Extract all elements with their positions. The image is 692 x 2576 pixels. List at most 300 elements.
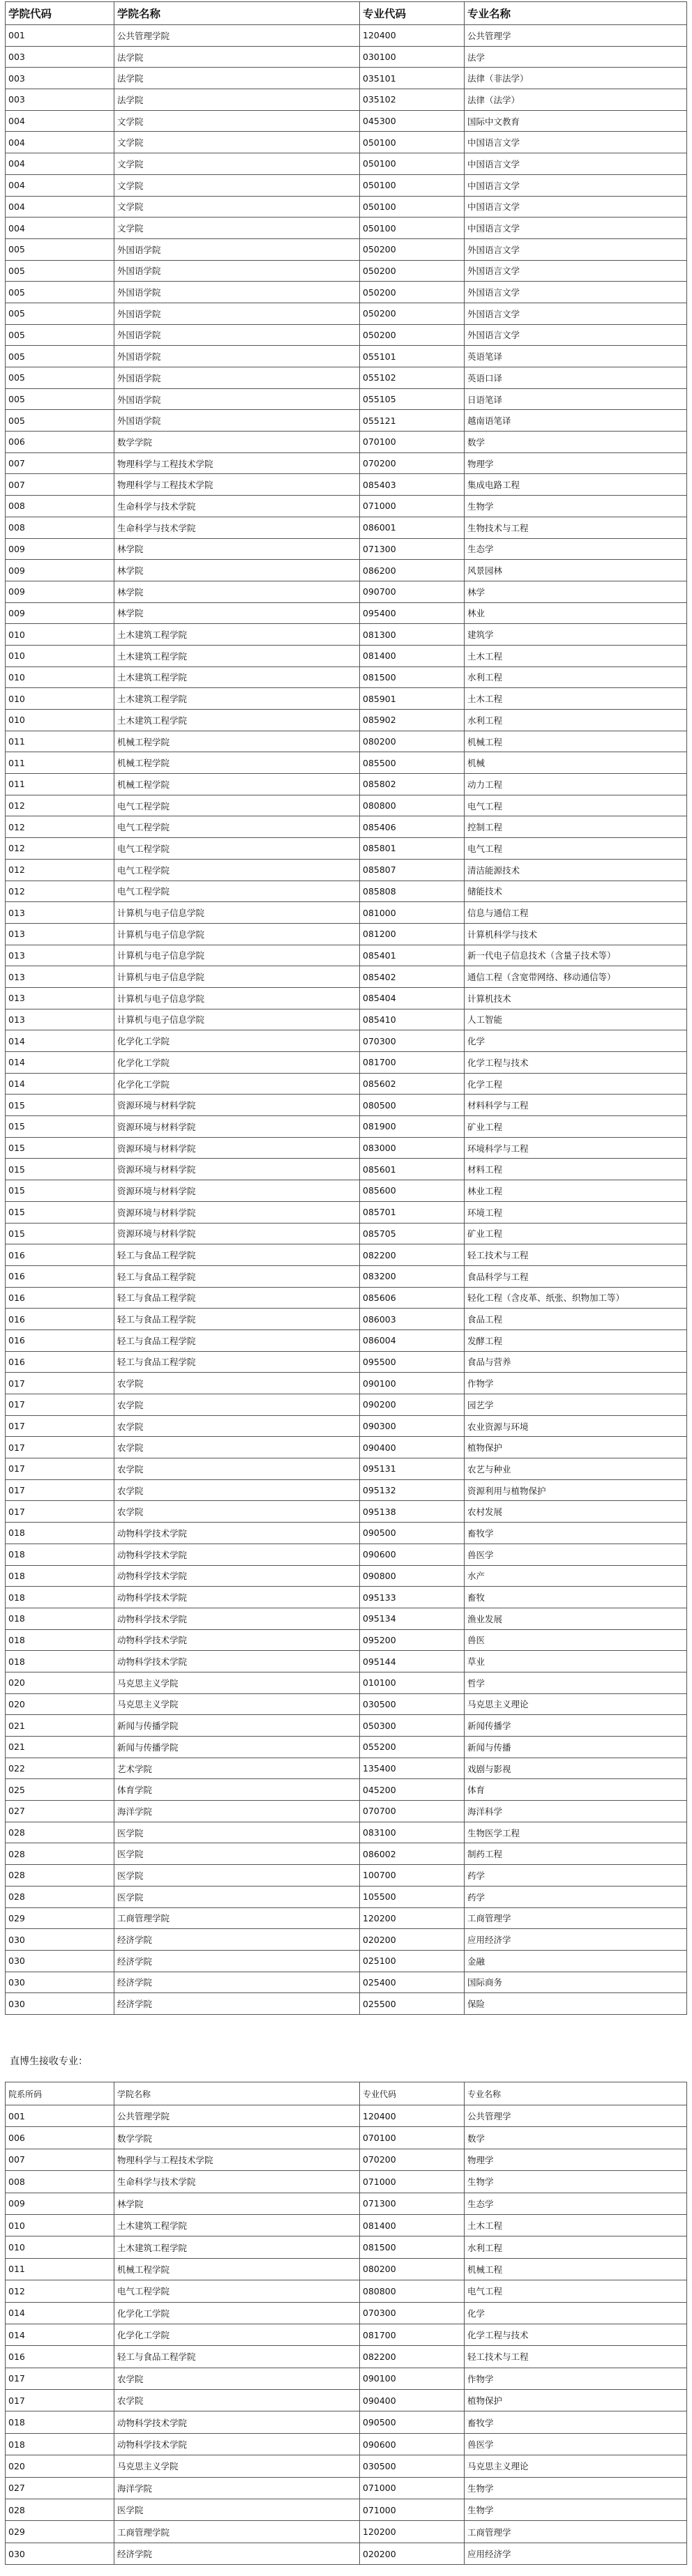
major-name-cell: 生物医学工程 bbox=[465, 1822, 687, 1843]
major-code-cell: 095138 bbox=[360, 1501, 465, 1523]
college-name-cell: 公共管理学院 bbox=[114, 2105, 360, 2127]
major-code-cell: 086001 bbox=[360, 517, 465, 538]
direct-phd-heading: 直博生接收专业： bbox=[10, 2056, 88, 2067]
college-code-cell: 029 bbox=[6, 1907, 114, 1929]
college-code-cell: 014 bbox=[6, 1073, 114, 1095]
college-name-cell: 文学院 bbox=[114, 174, 360, 196]
major-code-cell: 085402 bbox=[360, 966, 465, 988]
table-row bbox=[6, 474, 687, 496]
table-row bbox=[6, 688, 687, 710]
college-name-cell: 资源环境与材料学院 bbox=[114, 1180, 360, 1202]
college-code-cell: 009 bbox=[6, 538, 114, 560]
college-name-cell: 化学化工学院 bbox=[114, 2324, 360, 2345]
major-name-cell: 计算机技术 bbox=[465, 987, 687, 1009]
college-code-cell: 014 bbox=[6, 2324, 114, 2345]
table-row bbox=[6, 1737, 687, 1758]
table-row bbox=[6, 624, 687, 646]
college-name-cell: 电气工程学院 bbox=[114, 816, 360, 838]
table-body bbox=[6, 25, 687, 2015]
college-code-cell: 016 bbox=[6, 1351, 114, 1373]
major-name-cell: 林业工程 bbox=[465, 1180, 687, 1202]
college-name-cell: 电气工程学院 bbox=[114, 881, 360, 902]
major-name-cell: 环境工程 bbox=[465, 1201, 687, 1223]
college-name-cell: 资源环境与材料学院 bbox=[114, 1095, 360, 1116]
college-code-cell: 018 bbox=[6, 1523, 114, 1544]
major-name-cell: 通信工程（含宽带网络、移动通信等） bbox=[465, 966, 687, 988]
college-name-cell: 文学院 bbox=[114, 196, 360, 218]
college-code-cell: 010 bbox=[6, 666, 114, 688]
college-name-cell: 动物科学技术学院 bbox=[114, 1629, 360, 1651]
major-name-cell: 兽医 bbox=[465, 1629, 687, 1651]
major-name-cell: 物理学 bbox=[465, 452, 687, 474]
college-name-cell: 生命科学与技术学院 bbox=[114, 2171, 360, 2193]
table-row bbox=[6, 1523, 687, 1544]
major-name-cell: 材料工程 bbox=[465, 1159, 687, 1180]
major-name-cell: 轻工技术与工程 bbox=[465, 1244, 687, 1266]
college-name-cell: 新闻与传播学院 bbox=[114, 1715, 360, 1737]
college-name-cell: 化学化工学院 bbox=[114, 1073, 360, 1095]
major-name-cell: 建筑学 bbox=[465, 624, 687, 646]
major-name-cell: 集成电路工程 bbox=[465, 474, 687, 496]
college-name-cell: 物理科学与工程技术学院 bbox=[114, 474, 360, 496]
table-row bbox=[6, 2324, 687, 2345]
college-code-cell: 003 bbox=[6, 46, 114, 68]
college-name-cell: 轻工与食品工程学院 bbox=[114, 1287, 360, 1309]
major-code-cell: 055121 bbox=[360, 410, 465, 432]
table-row bbox=[6, 2171, 687, 2193]
college-name-cell: 动物科学技术学院 bbox=[114, 2433, 360, 2455]
table-row bbox=[6, 2390, 687, 2411]
major-code-cell: 120400 bbox=[360, 25, 465, 47]
major-name-cell: 矿业工程 bbox=[465, 1223, 687, 1244]
major-name-cell: 食品与营养 bbox=[465, 1351, 687, 1373]
college-code-cell: 017 bbox=[6, 1479, 114, 1501]
table-row bbox=[6, 1672, 687, 1693]
table-row bbox=[6, 196, 687, 218]
college-code-cell: 030 bbox=[6, 2543, 114, 2564]
major-code-cell: 050100 bbox=[360, 174, 465, 196]
college-code-cell: 011 bbox=[6, 774, 114, 795]
major-code-cell: 085601 bbox=[360, 1159, 465, 1180]
college-code-cell: 018 bbox=[6, 1651, 114, 1672]
major-name-cell: 作物学 bbox=[465, 2368, 687, 2389]
table-row bbox=[6, 452, 687, 474]
major-name-cell: 轻工技术与工程 bbox=[465, 2346, 687, 2368]
table-row bbox=[6, 282, 687, 303]
table-row bbox=[6, 110, 687, 132]
college-name-cell: 马克思主义学院 bbox=[114, 1693, 360, 1715]
table-row bbox=[6, 1458, 687, 1480]
college-name-cell: 动物科学技术学院 bbox=[114, 1651, 360, 1672]
major-name-cell: 新一代电子信息技术（含量子技术等） bbox=[465, 945, 687, 966]
table-row bbox=[6, 303, 687, 324]
table-row bbox=[6, 1394, 687, 1416]
major-code-cell: 080500 bbox=[360, 1095, 465, 1116]
college-code-cell: 012 bbox=[6, 881, 114, 902]
major-name-cell: 兽医学 bbox=[465, 1544, 687, 1565]
major-code-cell: 030100 bbox=[360, 46, 465, 68]
major-code-cell: 090400 bbox=[360, 1437, 465, 1458]
college-code-cell: 013 bbox=[6, 987, 114, 1009]
major-code-cell: 081400 bbox=[360, 645, 465, 666]
college-code-cell: 005 bbox=[6, 367, 114, 389]
college-name-cell: 法学院 bbox=[114, 89, 360, 111]
major-code-cell: 080200 bbox=[360, 731, 465, 752]
table-row bbox=[6, 881, 687, 902]
major-name-cell: 物理学 bbox=[465, 2149, 687, 2170]
college-code-cell: 012 bbox=[6, 816, 114, 838]
college-name-cell: 机械工程学院 bbox=[114, 774, 360, 795]
major-code-cell: 090800 bbox=[360, 1565, 465, 1587]
major-code-cell: 071000 bbox=[360, 2171, 465, 2193]
column-header-major-code: 专业代码 bbox=[360, 2082, 465, 2105]
table-row bbox=[6, 2346, 687, 2368]
major-name-cell: 应用经济学 bbox=[465, 1929, 687, 1951]
college-name-cell: 林学院 bbox=[114, 560, 360, 581]
college-name-cell: 海洋学院 bbox=[114, 1801, 360, 1822]
major-name-cell: 园艺学 bbox=[465, 1394, 687, 1416]
college-name-cell: 生命科学与技术学院 bbox=[114, 496, 360, 517]
college-code-cell: 020 bbox=[6, 1672, 114, 1693]
college-name-cell: 经济学院 bbox=[114, 1993, 360, 2015]
major-code-cell: 050200 bbox=[360, 324, 465, 346]
college-name-cell: 化学化工学院 bbox=[114, 1030, 360, 1052]
college-code-cell: 010 bbox=[6, 645, 114, 666]
major-name-cell: 植物保护 bbox=[465, 1437, 687, 1458]
table-row bbox=[6, 666, 687, 688]
major-name-cell: 畜牧学 bbox=[465, 1523, 687, 1544]
college-code-cell: 013 bbox=[6, 1009, 114, 1030]
college-name-cell: 经济学院 bbox=[114, 1972, 360, 1993]
table-row bbox=[6, 1479, 687, 1501]
major-code-cell: 081400 bbox=[360, 2214, 465, 2236]
major-code-cell: 020200 bbox=[360, 1929, 465, 1951]
major-code-cell: 120200 bbox=[360, 1907, 465, 1929]
table-row bbox=[6, 2258, 687, 2280]
college-name-cell: 动物科学技术学院 bbox=[114, 1544, 360, 1565]
major-name-cell: 化学 bbox=[465, 1030, 687, 1052]
table-row bbox=[6, 324, 687, 346]
college-code-cell: 018 bbox=[6, 1629, 114, 1651]
college-code-cell: 029 bbox=[6, 2521, 114, 2543]
college-name-cell: 马克思主义学院 bbox=[114, 1672, 360, 1693]
column-header-college-name: 学院名称 bbox=[114, 2082, 360, 2105]
major-name-cell: 土木工程 bbox=[465, 2214, 687, 2236]
college-code-cell: 020 bbox=[6, 2455, 114, 2477]
college-code-cell: 005 bbox=[6, 324, 114, 346]
college-name-cell: 动物科学技术学院 bbox=[114, 1565, 360, 1587]
college-name-cell: 土木建筑工程学院 bbox=[114, 2236, 360, 2258]
major-code-cell: 085807 bbox=[360, 859, 465, 881]
major-code-cell: 095400 bbox=[360, 602, 465, 624]
table-row bbox=[6, 602, 687, 624]
college-code-cell: 014 bbox=[6, 2302, 114, 2324]
table-row bbox=[6, 1843, 687, 1865]
table-row bbox=[6, 2302, 687, 2324]
admission-majors-table bbox=[5, 1, 687, 2015]
major-code-cell: 090400 bbox=[360, 2390, 465, 2411]
major-name-cell: 体育 bbox=[465, 1779, 687, 1801]
major-name-cell: 机械工程 bbox=[465, 731, 687, 752]
major-name-cell: 作物学 bbox=[465, 1373, 687, 1394]
college-name-cell: 外国语学院 bbox=[114, 324, 360, 346]
college-name-cell: 医学院 bbox=[114, 1843, 360, 1865]
college-code-cell: 028 bbox=[6, 1822, 114, 1843]
college-name-cell: 数学学院 bbox=[114, 432, 360, 453]
college-name-cell: 林学院 bbox=[114, 581, 360, 602]
major-name-cell: 生态学 bbox=[465, 538, 687, 560]
table-row bbox=[6, 902, 687, 924]
college-name-cell: 机械工程学院 bbox=[114, 752, 360, 774]
table-row bbox=[6, 560, 687, 581]
college-code-cell: 012 bbox=[6, 838, 114, 860]
major-name-cell: 化学工程与技术 bbox=[465, 2324, 687, 2345]
college-code-cell: 030 bbox=[6, 1950, 114, 1972]
table-row bbox=[6, 1822, 687, 1843]
major-name-cell: 生物学 bbox=[465, 2499, 687, 2521]
table-row bbox=[6, 923, 687, 945]
table-row bbox=[6, 945, 687, 966]
college-code-cell: 016 bbox=[6, 1309, 114, 1330]
college-name-cell: 法学院 bbox=[114, 46, 360, 68]
college-name-cell: 生命科学与技术学院 bbox=[114, 517, 360, 538]
college-name-cell: 电气工程学院 bbox=[114, 859, 360, 881]
major-name-cell: 中国语言文学 bbox=[465, 174, 687, 196]
college-code-cell: 005 bbox=[6, 282, 114, 303]
college-code-cell: 014 bbox=[6, 1030, 114, 1052]
major-code-cell: 070300 bbox=[360, 2302, 465, 2324]
major-name-cell: 新闻与传播 bbox=[465, 1737, 687, 1758]
major-name-cell: 林学 bbox=[465, 581, 687, 602]
major-code-cell: 030500 bbox=[360, 1693, 465, 1715]
table-row bbox=[6, 1116, 687, 1138]
college-name-cell: 农学院 bbox=[114, 1458, 360, 1480]
college-code-cell: 010 bbox=[6, 2236, 114, 2258]
major-code-cell: 085500 bbox=[360, 752, 465, 774]
major-code-cell: 071300 bbox=[360, 2193, 465, 2214]
college-code-cell: 013 bbox=[6, 923, 114, 945]
table-row bbox=[6, 2477, 687, 2499]
college-code-cell: 011 bbox=[6, 752, 114, 774]
college-name-cell: 化学化工学院 bbox=[114, 1052, 360, 1074]
table-row bbox=[6, 859, 687, 881]
major-code-cell: 095131 bbox=[360, 1458, 465, 1480]
college-code-cell: 016 bbox=[6, 1329, 114, 1351]
college-name-cell: 外国语学院 bbox=[114, 346, 360, 367]
college-name-cell: 外国语学院 bbox=[114, 282, 360, 303]
table-row bbox=[6, 2411, 687, 2433]
college-name-cell: 机械工程学院 bbox=[114, 2258, 360, 2280]
major-name-cell: 化学工程与技术 bbox=[465, 1052, 687, 1074]
table-row bbox=[6, 1244, 687, 1266]
college-name-cell: 机械工程学院 bbox=[114, 731, 360, 752]
major-code-cell: 135400 bbox=[360, 1758, 465, 1779]
college-name-cell: 资源环境与材料学院 bbox=[114, 1223, 360, 1244]
college-code-cell: 011 bbox=[6, 2258, 114, 2280]
college-code-cell: 015 bbox=[6, 1116, 114, 1138]
direct-phd-majors-table bbox=[5, 2082, 687, 2565]
table-row bbox=[6, 153, 687, 175]
table-row bbox=[6, 1886, 687, 1907]
college-code-cell: 017 bbox=[6, 1373, 114, 1394]
major-code-cell: 090500 bbox=[360, 2411, 465, 2433]
major-name-cell: 法学 bbox=[465, 46, 687, 68]
college-name-cell: 农学院 bbox=[114, 1501, 360, 1523]
college-code-cell: 030 bbox=[6, 1929, 114, 1951]
major-name-cell: 储能技术 bbox=[465, 881, 687, 902]
table-row bbox=[6, 1758, 687, 1779]
major-code-cell: 095134 bbox=[360, 1608, 465, 1629]
major-name-cell: 食品工程 bbox=[465, 1309, 687, 1330]
table-row bbox=[6, 46, 687, 68]
major-name-cell: 生物技术与工程 bbox=[465, 517, 687, 538]
table-row bbox=[6, 218, 687, 239]
major-code-cell: 071300 bbox=[360, 538, 465, 560]
college-name-cell: 轻工与食品工程学院 bbox=[114, 1329, 360, 1351]
major-name-cell: 保险 bbox=[465, 1993, 687, 2015]
major-code-cell: 095133 bbox=[360, 1587, 465, 1608]
college-code-cell: 001 bbox=[6, 2105, 114, 2127]
major-name-cell: 畜牧 bbox=[465, 1587, 687, 1608]
major-name-cell: 中国语言文学 bbox=[465, 218, 687, 239]
major-code-cell: 090700 bbox=[360, 581, 465, 602]
major-code-cell: 090100 bbox=[360, 2368, 465, 2389]
college-code-cell: 004 bbox=[6, 132, 114, 153]
college-name-cell: 林学院 bbox=[114, 2193, 360, 2214]
table-row bbox=[6, 68, 687, 89]
major-code-cell: 085902 bbox=[360, 710, 465, 731]
college-code-cell: 021 bbox=[6, 1737, 114, 1758]
college-name-cell: 计算机与电子信息学院 bbox=[114, 1009, 360, 1030]
college-name-cell: 资源环境与材料学院 bbox=[114, 1116, 360, 1138]
major-code-cell: 035102 bbox=[360, 89, 465, 111]
college-name-cell: 艺术学院 bbox=[114, 1758, 360, 1779]
major-code-cell: 050100 bbox=[360, 132, 465, 153]
college-name-cell: 医学院 bbox=[114, 1865, 360, 1887]
major-name-cell: 数学 bbox=[465, 432, 687, 453]
table-row bbox=[6, 1929, 687, 1951]
table-row bbox=[6, 1993, 687, 2015]
major-name-cell: 哲学 bbox=[465, 1672, 687, 1693]
major-name-cell: 林业 bbox=[465, 602, 687, 624]
major-name-cell: 戏剧与影视 bbox=[465, 1758, 687, 1779]
major-name-cell: 金融 bbox=[465, 1950, 687, 1972]
major-code-cell: 085410 bbox=[360, 1009, 465, 1030]
college-code-cell: 018 bbox=[6, 2433, 114, 2455]
major-code-cell: 080800 bbox=[360, 2280, 465, 2302]
college-name-cell: 动物科学技术学院 bbox=[114, 2411, 360, 2433]
college-code-cell: 010 bbox=[6, 624, 114, 646]
college-name-cell: 文学院 bbox=[114, 153, 360, 175]
table-row bbox=[6, 1587, 687, 1608]
college-code-cell: 009 bbox=[6, 581, 114, 602]
major-name-cell: 生物学 bbox=[465, 496, 687, 517]
college-code-cell: 015 bbox=[6, 1223, 114, 1244]
table-row bbox=[6, 795, 687, 816]
major-code-cell: 080800 bbox=[360, 795, 465, 816]
college-code-cell: 004 bbox=[6, 196, 114, 218]
major-name-cell: 外国语言文学 bbox=[465, 282, 687, 303]
major-code-cell: 070100 bbox=[360, 432, 465, 453]
table-row bbox=[6, 816, 687, 838]
college-name-cell: 农学院 bbox=[114, 2368, 360, 2389]
college-code-cell: 004 bbox=[6, 153, 114, 175]
major-name-cell: 中国语言文学 bbox=[465, 132, 687, 153]
table-row bbox=[6, 1715, 687, 1737]
table-row bbox=[6, 2280, 687, 2302]
major-code-cell: 090500 bbox=[360, 1523, 465, 1544]
table-row bbox=[6, 1565, 687, 1587]
major-name-cell: 公共管理学 bbox=[465, 25, 687, 47]
major-name-cell: 外国语言文学 bbox=[465, 238, 687, 260]
major-code-cell: 030500 bbox=[360, 2455, 465, 2477]
column-header-major-code: 专业代码 bbox=[360, 2, 465, 25]
college-code-cell: 012 bbox=[6, 795, 114, 816]
major-code-cell: 050100 bbox=[360, 153, 465, 175]
major-name-cell: 机械 bbox=[465, 752, 687, 774]
table-row bbox=[6, 25, 687, 47]
college-code-cell: 018 bbox=[6, 1587, 114, 1608]
major-name-cell: 药学 bbox=[465, 1865, 687, 1887]
major-code-cell: 120200 bbox=[360, 2521, 465, 2543]
college-code-cell: 015 bbox=[6, 1159, 114, 1180]
table-row bbox=[6, 987, 687, 1009]
major-name-cell: 植物保护 bbox=[465, 2390, 687, 2411]
college-code-cell: 010 bbox=[6, 2214, 114, 2236]
college-name-cell: 计算机与电子信息学院 bbox=[114, 987, 360, 1009]
major-name-cell: 外国语言文学 bbox=[465, 324, 687, 346]
table-row bbox=[6, 1095, 687, 1116]
college-code-cell: 015 bbox=[6, 1095, 114, 1116]
major-code-cell: 085602 bbox=[360, 1073, 465, 1095]
major-code-cell: 070100 bbox=[360, 2127, 465, 2149]
column-header-major-name: 专业名称 bbox=[465, 2082, 687, 2105]
college-name-cell: 工商管理学院 bbox=[114, 2521, 360, 2543]
college-name-cell: 新闻与传播学院 bbox=[114, 1737, 360, 1758]
table-row bbox=[6, 1180, 687, 1202]
college-code-cell: 013 bbox=[6, 966, 114, 988]
table-row bbox=[6, 1137, 687, 1159]
college-name-cell: 经济学院 bbox=[114, 1929, 360, 1951]
college-name-cell: 轻工与食品工程学院 bbox=[114, 2346, 360, 2368]
table-row bbox=[6, 174, 687, 196]
column-header-college-code: 学院代码 bbox=[6, 2, 114, 25]
college-code-cell: 012 bbox=[6, 2280, 114, 2302]
major-name-cell: 工商管理学 bbox=[465, 2521, 687, 2543]
major-name-cell: 水利工程 bbox=[465, 666, 687, 688]
major-code-cell: 070200 bbox=[360, 2149, 465, 2170]
major-code-cell: 070200 bbox=[360, 452, 465, 474]
major-name-cell: 信息与通信工程 bbox=[465, 902, 687, 924]
college-code-cell: 009 bbox=[6, 602, 114, 624]
major-name-cell: 土木工程 bbox=[465, 645, 687, 666]
college-code-cell: 021 bbox=[6, 1715, 114, 1737]
major-name-cell: 电气工程 bbox=[465, 838, 687, 860]
major-name-cell: 环境科学与工程 bbox=[465, 1137, 687, 1159]
college-code-cell: 008 bbox=[6, 2171, 114, 2193]
table-row bbox=[6, 1329, 687, 1351]
college-name-cell: 体育学院 bbox=[114, 1779, 360, 1801]
table-row bbox=[6, 2455, 687, 2477]
table-row bbox=[6, 1073, 687, 1095]
major-name-cell: 农艺与种业 bbox=[465, 1458, 687, 1480]
major-code-cell: 055102 bbox=[360, 367, 465, 389]
major-name-cell: 人工智能 bbox=[465, 1009, 687, 1030]
table-row bbox=[6, 1950, 687, 1972]
major-name-cell: 发酵工程 bbox=[465, 1329, 687, 1351]
college-code-cell: 017 bbox=[6, 1501, 114, 1523]
table-row bbox=[6, 1907, 687, 1929]
